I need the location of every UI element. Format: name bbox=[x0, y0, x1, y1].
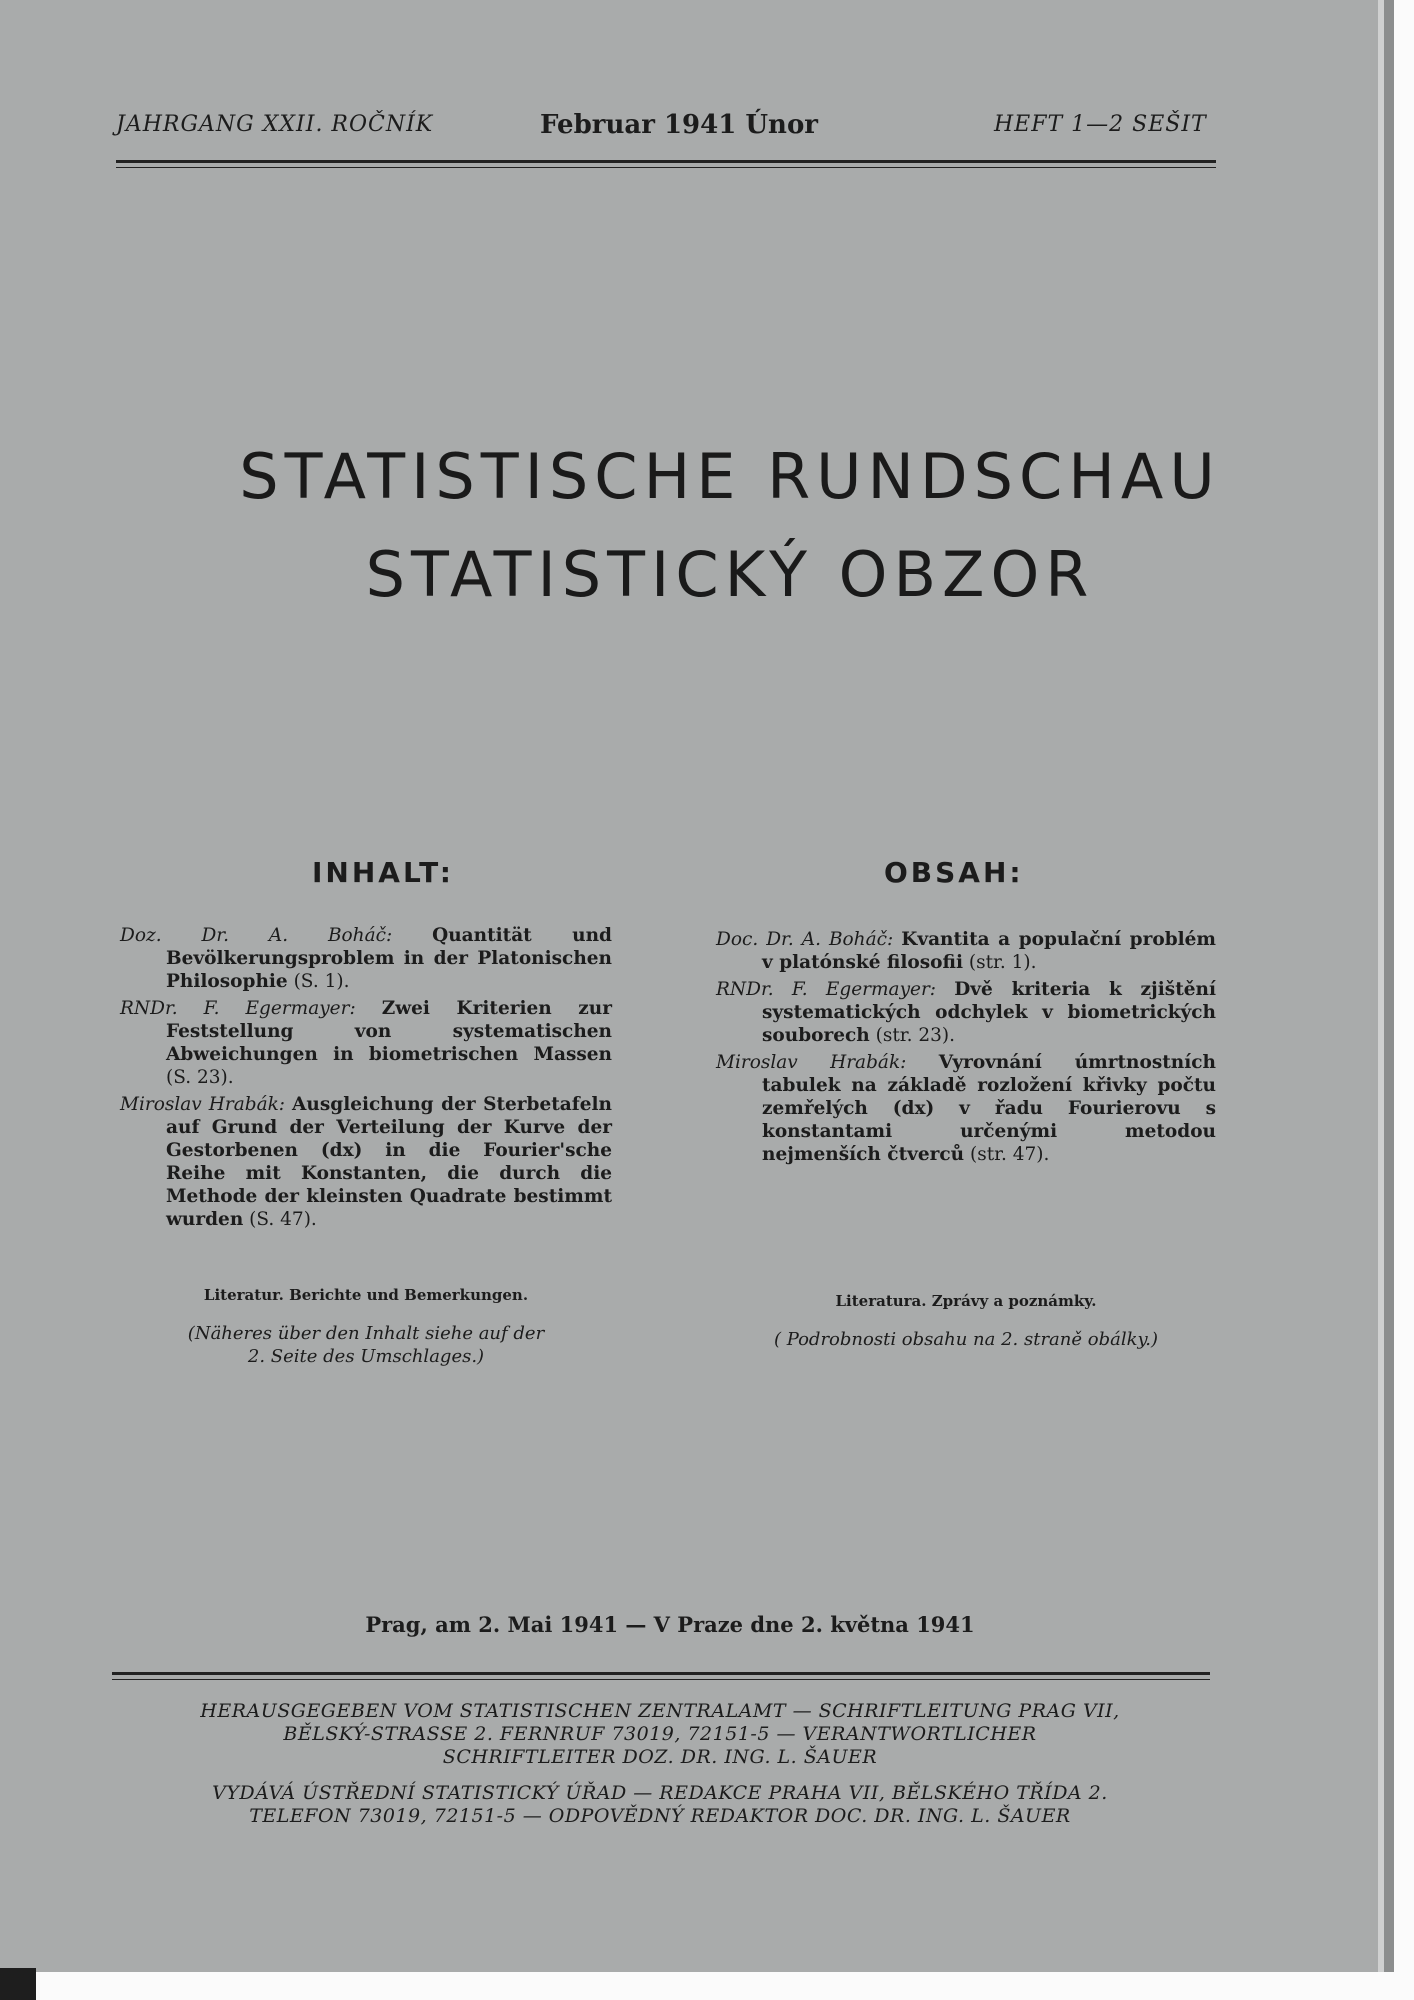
publisher-info-cz bbox=[90, 1782, 1230, 1828]
toc-page: (S. 23). bbox=[166, 1067, 234, 1088]
volume-label: JAHRGANG XXII. ROČNÍK bbox=[116, 112, 434, 137]
footer-rule-thin bbox=[112, 1679, 1210, 1680]
contents-list-de bbox=[120, 924, 612, 1235]
journal-title-de: STATISTISCHE RUNDSCHAU bbox=[239, 440, 1221, 513]
header-rule-thin bbox=[116, 167, 1216, 168]
toc-entry bbox=[120, 1093, 612, 1231]
toc-author: RNDr. F. Egermayer: bbox=[716, 979, 937, 1000]
footer-rule-thick bbox=[112, 1672, 1210, 1675]
misc-sections-cz: Literatura. Zprávy a poznámky. bbox=[835, 1292, 1097, 1310]
toc-author: Doc. Dr. A. Boháč: bbox=[716, 929, 894, 950]
toc-title: Ausgleichung der Sterbetafeln auf Grund der Verteilung der Kurve der Gestorbenen (dx) in die Fourier'sche Reihe mit Konstanten, die durch die Methode der kleinsten Quadrate bestimmt wurden bbox=[166, 1094, 612, 1230]
scan-corner bbox=[0, 1968, 36, 2000]
publisher-line: SCHRIFTLEITER DOZ. DR. ING. L. ŠAUER bbox=[442, 1746, 878, 1768]
toc-title: Dvě kriteria k zjištění systematických odchylek v biometrických souborech bbox=[762, 979, 1216, 1046]
toc-title: Zwei Kriterien zur Feststellung von systematischen Abweichungen in biometrischen Massen bbox=[166, 998, 612, 1065]
toc-entry bbox=[716, 1051, 1216, 1166]
header-rule-thick bbox=[116, 160, 1216, 163]
note-line: 2. Seite des Umschlages.) bbox=[247, 1346, 485, 1367]
toc-page: (S. 47). bbox=[249, 1209, 317, 1230]
publication-dateline: Prag, am 2. Mai 1941 — V Praze dne 2. května 1941 bbox=[365, 1612, 975, 1637]
toc-page: (str. 23). bbox=[875, 1025, 955, 1046]
toc-title: Kvantita a populační problém v platónské filosofii bbox=[762, 929, 1216, 973]
contents-list-cz bbox=[716, 928, 1216, 1170]
toc-author: Miroslav Hrabák: bbox=[716, 1052, 907, 1073]
toc-entry bbox=[120, 924, 612, 993]
journal-title-cz: STATISTICKÝ OBZOR bbox=[365, 538, 1095, 611]
misc-sections-de: Literatur. Berichte und Bemerkungen. bbox=[203, 1286, 529, 1304]
contents-note-cz: ( Podrobnosti obsahu na 2. straně obálky.) bbox=[773, 1329, 1159, 1350]
publisher-line: HERAUSGEGEBEN VOM STATISTISCHEN ZENTRALAMT — SCHRIFTLEITUNG PRAG VII, bbox=[200, 1700, 1120, 1722]
publisher-info-de bbox=[90, 1700, 1230, 1769]
contents-note-de bbox=[120, 1322, 612, 1368]
toc-title: Quantität und Bevölkerungsproblem in der Platonischen Philosophie bbox=[166, 925, 612, 992]
toc-author: RNDr. F. Egermayer: bbox=[120, 998, 356, 1019]
publisher-line: BĚLSKÝ-STRASSE 2. FERNRUF 73019, 72151-5 — VERANTWORTLICHER bbox=[283, 1723, 1037, 1745]
toc-page: (str. 47). bbox=[970, 1144, 1050, 1165]
toc-entry bbox=[120, 997, 612, 1089]
toc-title: Vyrovnání úmrtnostních tabulek na základě rozložení křivky počtu zemřelých (dx) v řadu Fourierovu s konstantami určenými metodou nejmenších čtverců bbox=[762, 1052, 1216, 1165]
toc-page: (S. 1). bbox=[293, 971, 350, 992]
page-edge bbox=[1384, 0, 1394, 1972]
issue-date: Februar 1941 Únor bbox=[540, 110, 818, 140]
issue-number: HEFT 1—2 SEŠIT bbox=[994, 112, 1207, 137]
publisher-line: VYDÁVÁ ÚSTŘEDNÍ STATISTICKÝ ÚŘAD — REDAKCE PRAHA VII, BĚLSKÉHO TŘÍDA 2. bbox=[212, 1782, 1108, 1804]
toc-author: Miroslav Hrabák: bbox=[120, 1094, 286, 1115]
toc-entry bbox=[716, 928, 1216, 974]
contents-heading-cz: OBSAH: bbox=[884, 856, 1024, 889]
toc-page: (str. 1). bbox=[968, 952, 1037, 973]
contents-heading-de: INHALT: bbox=[312, 856, 454, 889]
publisher-line: TELEFON 73019, 72151-5 — ODPOVĚDNÝ REDAKTOR DOC. DR. ING. L. ŠAUER bbox=[249, 1805, 1071, 1827]
toc-entry bbox=[716, 978, 1216, 1047]
note-line: (Näheres über den Inhalt siehe auf der bbox=[187, 1323, 545, 1344]
toc-author: Doz. Dr. A. Boháč: bbox=[120, 925, 393, 946]
